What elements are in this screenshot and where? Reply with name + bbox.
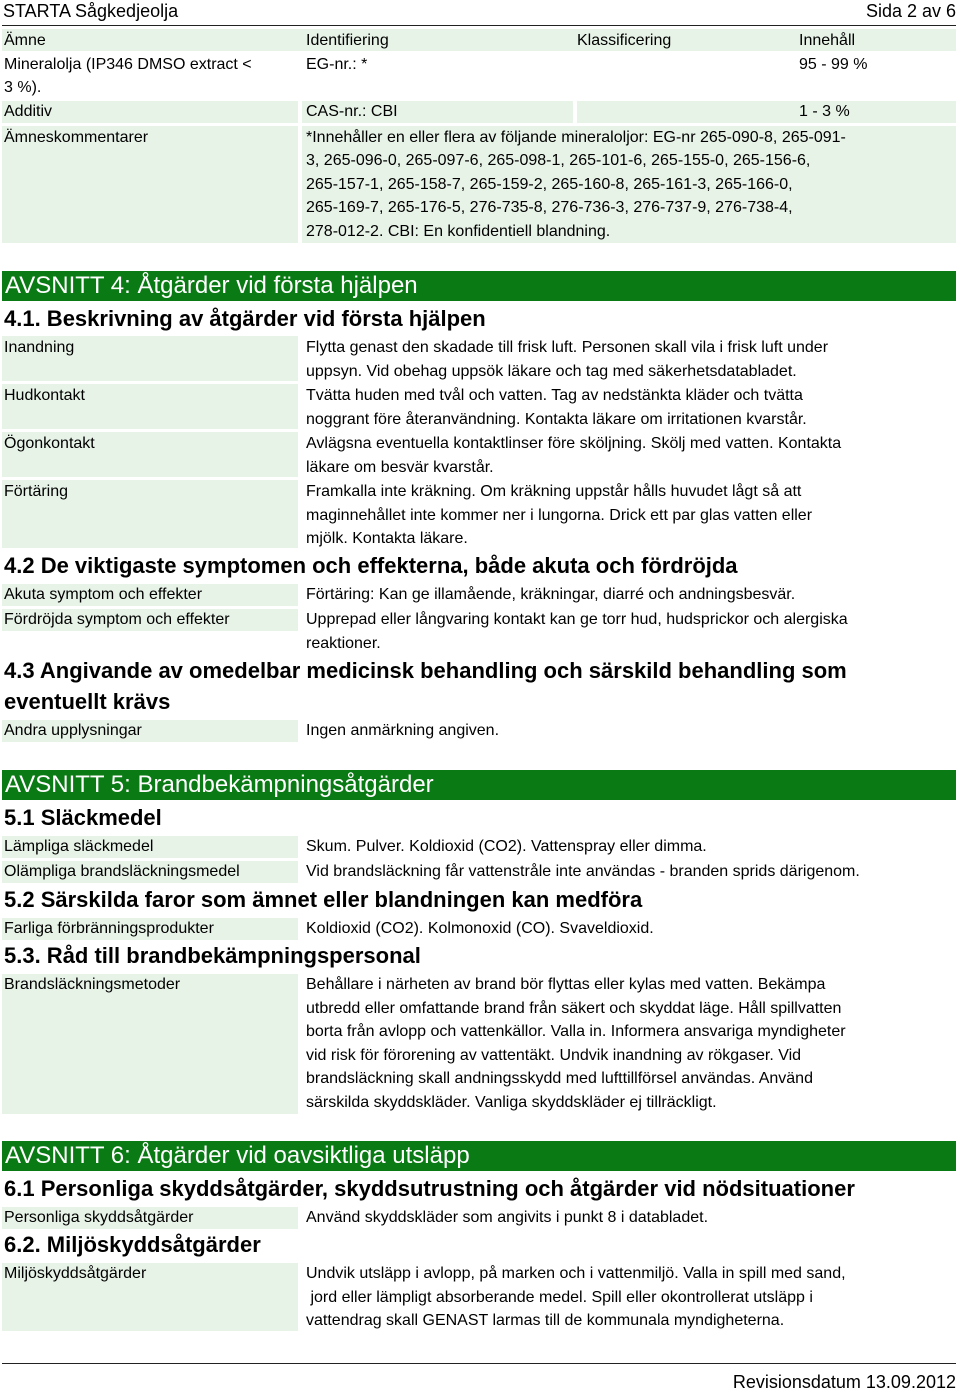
col-header-classification: Klassificering bbox=[577, 32, 672, 49]
comment-row-gap bbox=[298, 126, 302, 243]
text-inandning-2: uppsyn. Vid obehag uppsök läkare och tag med säkerhetsdatabladet. bbox=[306, 363, 797, 380]
composition-header-row bbox=[2, 29, 956, 51]
text-hud-1: Tvätta huden med tvål och vatten. Tag av nedstänkta kläder och tvätta bbox=[306, 387, 803, 404]
label-personliga: Personliga skyddsåtgärder bbox=[4, 1209, 194, 1226]
text-andra: Ingen anmärkning angiven. bbox=[306, 722, 500, 739]
text-hud-2: noggrant före återanvändning. Kontakta läkare om irritationen kvarstår. bbox=[306, 411, 807, 428]
section-4-title: AVSNITT 4: Åtgärder vid första hjälpen bbox=[2, 271, 956, 301]
label-akuta: Akuta symptom och effekter bbox=[4, 586, 203, 603]
text-metoder-6: särskilda skyddskläder. Vanliga skyddskläder ej tillräckligt. bbox=[306, 1094, 717, 1111]
substance-content: 95 - 99 % bbox=[799, 56, 868, 73]
section-6-1-heading: 6.1 Personliga skyddsåtgärder, skyddsutrustning och åtgärder vid nödsituationer bbox=[4, 1176, 855, 1201]
section-5-1-heading: 5.1 Släckmedel bbox=[4, 805, 162, 830]
substance-name-cont: 3 %). bbox=[4, 79, 42, 96]
label-fordrojda: Fördröjda symptom och effekter bbox=[4, 611, 230, 628]
section-4-3-heading-1: 4.3 Angivande av omedelbar medicinsk behandling och särskild behandling som bbox=[4, 658, 847, 683]
additive-ident: CAS-nr.: CBI bbox=[306, 103, 398, 120]
text-ogon-1: Avlägsna eventuella kontaktlinser före sköljning. Skölj med vatten. Kontakta bbox=[306, 435, 842, 452]
text-fortaring-3: mjölk. Kontakta läkare. bbox=[306, 530, 468, 547]
label-farliga: Farliga förbränningsprodukter bbox=[4, 920, 214, 937]
text-fortaring-2: maginnehållet inte kommer ner i lungorna. Drick ett par glas vatten eller bbox=[306, 507, 813, 524]
section-4-1-heading: 4.1. Beskrivning av åtgärder vid första hjälpen bbox=[4, 306, 486, 331]
text-farliga: Koldioxid (CO2). Kolmonoxid (CO). Svaveldioxid. bbox=[306, 920, 654, 937]
text-lampliga: Skum. Pulver. Koldioxid (CO2). Vattenspray eller dimma. bbox=[306, 838, 707, 855]
section-6-title: AVSNITT 6: Åtgärder vid oavsiktliga utsläpp bbox=[2, 1141, 956, 1171]
text-ogon-2: läkare om besvär kvarstår. bbox=[306, 459, 494, 476]
label-hudkontakt: Hudkontakt bbox=[4, 387, 85, 404]
text-olampliga: Vid brandsläckning får vattenstråle inte användas - branden sprids därigenom. bbox=[306, 863, 860, 880]
comment-line-5: 278-012-2. CBI: En konfidentiell blandning. bbox=[306, 223, 611, 240]
text-metoder-1: Behållare i närheten av brand bör flyttas eller kylas med vatten. Bekämpa bbox=[306, 976, 826, 993]
additive-row-gap bbox=[298, 101, 302, 123]
additive-name: Additiv bbox=[4, 103, 53, 120]
page-number: Sida 2 av 6 bbox=[865, 1, 956, 21]
label-miljo: Miljöskyddsåtgärder bbox=[4, 1265, 147, 1282]
text-fordrojda-2: reaktioner. bbox=[306, 635, 381, 652]
additive-content: 1 - 3 % bbox=[799, 103, 850, 120]
text-fordrojda-1: Upprepad eller långvaring kontakt kan ge torr hud, hudsprickor och alergiska bbox=[306, 611, 848, 628]
substance-ident: EG-nr.: * bbox=[306, 56, 368, 73]
text-miljo-3: vattendrag skall GENAST larmas till de kommunala myndigheterna. bbox=[306, 1312, 785, 1329]
label-andra: Andra upplysningar bbox=[4, 722, 142, 739]
header-rule bbox=[2, 25, 956, 26]
col-header-substance: Ämne bbox=[4, 32, 46, 49]
additive-row-gap2 bbox=[573, 101, 577, 123]
section-4-3-heading-2: eventuellt krävs bbox=[4, 689, 171, 714]
section-4-2-heading: 4.2 De viktigaste symptomen och effekterna, både akuta och fördröjda bbox=[4, 553, 738, 578]
section-5-title: AVSNITT 5: Brandbekämpningsåtgärder bbox=[2, 770, 956, 800]
col-header-identification: Identifiering bbox=[306, 32, 389, 49]
col-header-content: Innehåll bbox=[799, 32, 856, 49]
section-5-3-heading: 5.3. Råd till brandbekämpningspersonal bbox=[4, 943, 421, 968]
label-ogonkontakt: Ögonkontakt bbox=[4, 435, 95, 452]
footer-rule bbox=[2, 1363, 956, 1364]
label-olampliga: Olämpliga brandsläckningsmedel bbox=[4, 863, 240, 880]
text-metoder-3: borta från avlopp och vattenkällor. Valla in. Informera ansvariga myndigheter bbox=[306, 1023, 846, 1040]
text-miljo-2: jord eller lämpligt absorberande medel. Spill eller okontrollerat utsläpp i bbox=[306, 1289, 813, 1306]
substance-name: Mineralolja (IP346 DMSO extract < bbox=[4, 56, 252, 73]
revision-date: Revisionsdatum 13.09.2012 bbox=[732, 1372, 956, 1392]
text-inandning-1: Flytta genast den skadade till frisk luft. Personen skall vila i frisk luft under bbox=[306, 339, 829, 356]
text-metoder-2: utbredd eller omfattande brand från säkert och skyddat läge. Håll spillvatten bbox=[306, 1000, 842, 1017]
comment-line-4: 265-169-7, 265-176-5, 276-735-8, 276-736-3, 276-737-9, 276-738-4, bbox=[306, 199, 793, 216]
text-akuta: Förtäring: Kan ge illamående, kräkningar, diarré och andningsbesvär. bbox=[306, 586, 796, 603]
comment-line-1: *Innehåller en eller flera av följande mineraloljor: EG-nr 265-090-8, 265-091- bbox=[306, 129, 846, 146]
label-fortaring: Förtäring bbox=[4, 483, 69, 500]
section-6-2-heading: 6.2. Miljöskyddsåtgärder bbox=[4, 1232, 261, 1257]
label-inandning: Inandning bbox=[4, 339, 75, 356]
document-title: STARTA Sågkedjeolja bbox=[3, 1, 179, 21]
comment-label: Ämneskommentarer bbox=[4, 129, 149, 146]
text-personliga: Använd skyddskläder som angivits i punkt 8 i databladet. bbox=[306, 1209, 709, 1226]
comment-line-2: 3, 265-096-0, 265-097-6, 265-098-1, 265-101-6, 265-155-0, 265-156-6, bbox=[306, 152, 811, 169]
label-lampliga: Lämpliga släckmedel bbox=[4, 838, 154, 855]
comment-line-3: 265-157-1, 265-158-7, 265-159-2, 265-160-8, 265-161-3, 265-166-0, bbox=[306, 176, 793, 193]
text-metoder-5: brandsläckning skall andningsskydd med lufttillförsel användas. Använd bbox=[306, 1070, 813, 1087]
text-metoder-4: vid risk för förorening av vattentäkt. Undvik inandning av rökgaser. Vid bbox=[306, 1047, 802, 1064]
label-metoder: Brandsläckningsmetoder bbox=[4, 976, 181, 993]
text-fortaring-1: Framkalla inte kräkning. Om kräkning uppstår hålls huvudet lågt så att bbox=[306, 483, 802, 500]
text-miljo-1: Undvik utsläpp i avlopp, på marken och i vattenmiljö. Valla in spill med sand, bbox=[306, 1265, 846, 1282]
section-5-2-heading: 5.2 Särskilda faror som ämnet eller blandningen kan medföra bbox=[4, 887, 643, 912]
